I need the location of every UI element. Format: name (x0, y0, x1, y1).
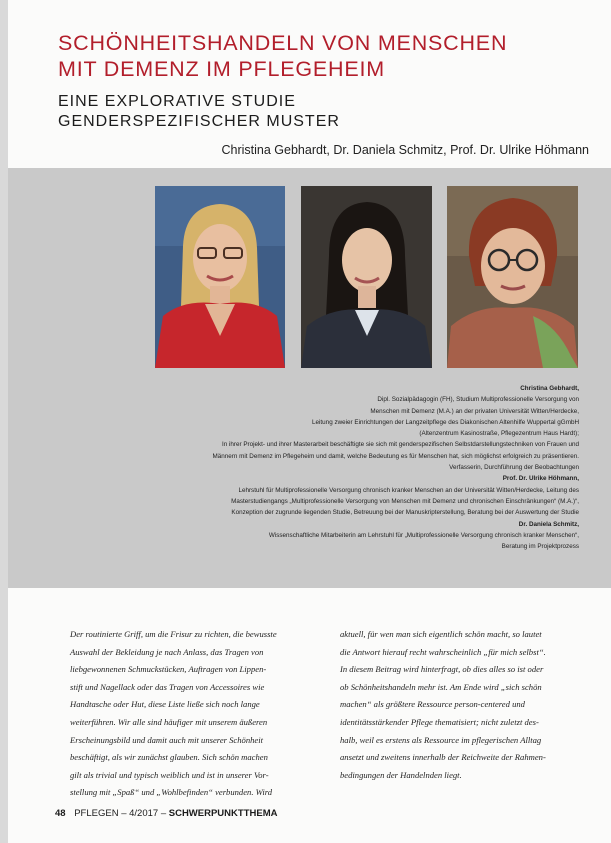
author-line: Christina Gebhardt, Dr. Daniela Schmitz, Prof. Dr. Ulrike Höhmann (221, 143, 589, 157)
body-line: gilt als trivial und typisch weiblich und ist in unserer Vor- (70, 769, 269, 780)
body-line: liebgewonnenen Schmuckstücken, Auftragen von Lippen- (70, 664, 267, 675)
author-bios (105, 383, 579, 552)
bio-text-line: Dipl. Sozialpädagogin (FH), Studium Multiprofessionelle Versorgung von (377, 396, 579, 404)
bio-text-line: Masterstudiengangs „Multiprofessionelle Versorgung von Menschen mit Demenz und chronischen Einschränkungen“ (M.A.)“, (231, 497, 579, 505)
body-line: ob Schönheitshandeln mehr ist. Am Ende wird „sich schön (340, 681, 542, 692)
author-photo-gebhardt (155, 186, 285, 368)
author-photo-schmitz (301, 186, 432, 368)
bio-name-line: Prof. Dr. Ulrike Höhmann, (502, 475, 579, 483)
bio-text-line: Verfasserin, Durchführung der Beobachtungen (449, 464, 579, 472)
body-line: Handtasche oder Hut, diese Liste ließe sich noch lange (70, 699, 260, 710)
body-line: identitätsstärkender Pflege thematisiert; nicht zuletzt des- (340, 716, 539, 727)
bio-text-line: In ihrer Projekt- und ihrer Masterarbeit beschäftigte sie sich mit genderspezifischen Selbstdarstellungstechniken von Frauen und (221, 441, 579, 449)
page-footer (55, 808, 277, 819)
bio-text-line: Wissenschaftliche Mitarbeiterin am Lehrstuhl für „Multiprofessionelle Versorgung chronisch kranker Menschen“, (268, 531, 579, 539)
body-line: weiterführen. Wir alle sind häufiger mit unserem äußeren (70, 716, 268, 727)
body-line: beschäftigt, als wir zunächst glauben. Sich schön machen (70, 752, 268, 763)
author-photo-hoehmann (447, 186, 578, 368)
body-column-2 (340, 626, 584, 784)
bio-text-line: Leitung zweier Einrichtungen der Langzeitpflege des Diakonischen Altenhilfe Wuppertal gGmbH (312, 418, 579, 426)
body-line: halb, weil es erstens als Ressource im pflegerischen Alltag (340, 734, 542, 745)
bio-text-line: Männern mit Demenz im Pflegeheim und damit, welche Bedeutung es für Menschen hat, sich möglichst erfolgreich zu präsentieren. (212, 452, 579, 460)
title-line-2: MIT DEMENZ IM PFLEGEHEIM (58, 57, 385, 81)
body-line: ansetzt und zweitens innerhalb der Reichweite der Rahmen- (340, 752, 546, 763)
body-line: bedingungen der Handelnden liegt. (340, 769, 462, 780)
body-line: Erscheinungsbild und damit auch mit unserer Schönheit (70, 734, 264, 745)
body-line: Auswahl der Bekleidung je nach Anlass, das Tragen von (70, 646, 264, 657)
bio-text-line: Beratung im Projektprozess (501, 543, 579, 551)
body-line: stift und Nagellack oder das Tragen von Accessoires wie (70, 681, 265, 692)
subtitle-line-2: GENDERSPEZIFISCHER MUSTER (58, 113, 340, 130)
body-line: In diesem Beitrag wird hinterfragt, ob dies alles so ist oder (340, 664, 544, 675)
bio-text-line: Konzeption der zugrunde liegenden Studie, Betreuung bei der Manuskripterstellung, Beratung bei der Auswertung der Studie (231, 509, 579, 517)
body-line: machen“ als größtere Ressource person-centered und (340, 699, 525, 710)
bio-name-line: Christina Gebhardt, (520, 385, 579, 392)
bio-text-line: Lehrstuhl für Multiprofessionelle Versorgung chronisch kranker Menschen an der Universität Witten/Herdecke, Leitung des (238, 486, 579, 494)
body-line: die Antwort hierauf recht wahrscheinlich „für mich selbst“. (340, 646, 546, 657)
page-number: 48 (55, 808, 66, 819)
title-line-1: SCHÖNHEITSHANDELN VON MENSCHEN (58, 31, 508, 55)
issue-label: PFLEGEN – 4/2017 – (74, 808, 167, 819)
bio-name-line: Dr. Daniela Schmitz, (518, 520, 579, 528)
body-line: aktuell, für wen man sich eigentlich schön macht, so lautet (340, 629, 542, 639)
body-line: stellung mit „Spaß“ und „Wohlbefinden“ verbunden. Wird (70, 787, 273, 798)
body-line: Der routinierte Griff, um die Frisur zu richten, die bewusste (70, 629, 277, 639)
section-label: SCHWERPUNKTTHEMA (168, 808, 278, 819)
subtitle-line-1: EINE EXPLORATIVE STUDIE (58, 93, 296, 110)
bio-text-line: Menschen mit Demenz (M.A.) an der privaten Universität Witten/Herdecke, (370, 407, 579, 415)
page-edge-shadow (0, 0, 8, 843)
body-column-1 (70, 626, 318, 802)
article-title (58, 30, 598, 82)
bio-text-line: (Altenzentrum Kasinostraße, Pflegezentrum Haus Hardt); (419, 430, 579, 438)
article-subtitle (58, 92, 598, 132)
